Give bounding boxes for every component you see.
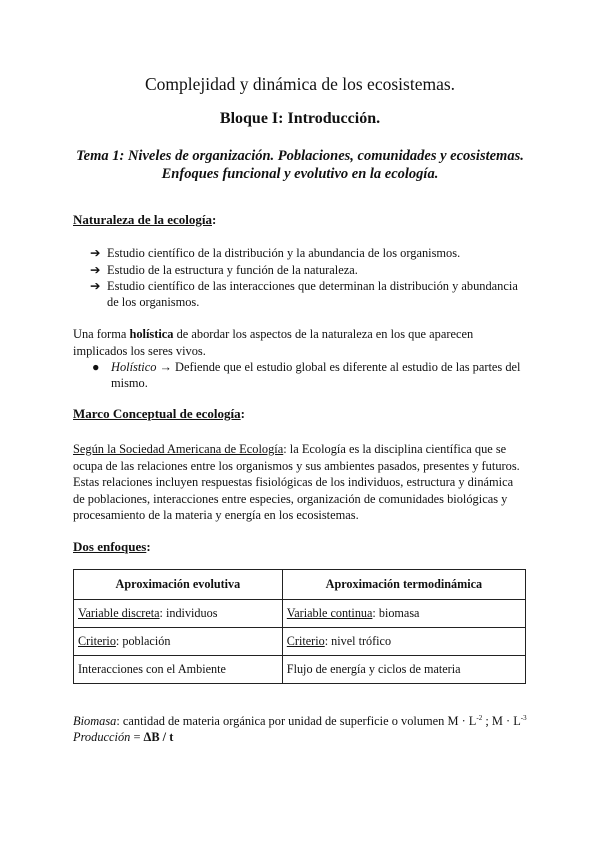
production-formula: ΔB / t [143,730,174,744]
cell-text: Flujo de energía y ciclos de materia [286,662,461,676]
section-heading-framework-text: Marco Conceptual de ecología [73,406,241,421]
production-definition [73,729,173,745]
topic-title-line-2: Enfoques funcional y evolutivo en la ecología. [161,166,439,182]
heading-colon: : [212,212,217,227]
block-title: Bloque I: Introducción. [219,110,381,127]
list-item [90,263,530,279]
holistic-pre: Una forma [73,327,130,341]
biomass-definition [73,713,527,729]
list-item-text: Estudio científico de las interacciones que determinan la distribución y abundancia de los organismos. [107,279,518,309]
cell-term: Variable discreta [78,606,160,620]
arrow-icon: ➔ [90,279,101,293]
table-row [74,656,526,684]
arrow-icon: ➔ [90,262,101,277]
table-header-row [74,570,526,600]
list-item-text: Estudio de la estructura y función de la naturaleza. [107,262,358,277]
list-item [90,279,530,310]
production-term: Producción [73,730,131,744]
table-header-evolutive: Aproximación evolutiva [74,570,283,600]
list-item [90,246,530,262]
holistic-definition: → Defiende que el estudio global es diferente al estudio de las partes del mismo. [111,360,521,390]
table-cell [282,656,525,684]
exponent: -2 [476,713,483,722]
section-heading-framework [73,406,245,422]
cell-term: Variable continua [286,606,373,620]
framework-text: : la Ecología es la disciplina científica que se ocupa de las relaciones entre los organismos y sus ambientes pasados, presentes y futuros. Estas relaciones incluyen respuestas fisiológicas de los individuos, estructura y dinámica de poblaciones, interacciones entre especies, organización de comunidades biológicas y procesamiento de la materia y energía en los ecosistemas. [73,442,520,522]
holistic-paragraph [73,326,525,359]
cell-text: Interacciones con el Ambiente [78,662,226,676]
holistic-post: de abordar los aspectos de la naturaleza en los que aparecen implicados los seres vivos. [73,327,474,358]
table-row [74,600,526,628]
table-header-thermodynamic: Aproximación termodinámica [282,570,525,600]
table-cell [74,656,283,684]
cell-term: Criterio [286,634,325,648]
section-heading-approaches [73,539,151,555]
list-item-text: Estudio científico de la distribución y la abundancia de los organismos. [107,246,461,260]
table-cell [74,600,283,628]
topic-title [0,147,600,183]
approaches-table [73,569,526,684]
document-title: Complejidad y dinámica de los ecosistemas. [144,74,456,94]
arrow-icon: ➔ [90,246,101,260]
holistic-bold: holística [129,327,174,341]
biomass-term: Biomasa [73,714,117,728]
cell-text: : individuos [159,606,218,620]
biomass-text: : cantidad de materia orgánica por unidad de superficie o volumen M · L [116,714,477,728]
topic-title-line-1: Tema 1: Niveles de organización. Poblaciones, comunidades y ecosistemas. [76,148,524,164]
biomass-unit-separator: ; M · L [482,714,521,728]
cell-text: : nivel trófico [324,634,392,648]
section-heading-nature-text: Naturaleza de la ecología [73,212,212,227]
table-cell [74,628,283,656]
bullet-icon: ● [92,360,100,374]
cell-term: Criterio [78,634,116,648]
cell-text: : biomasa [372,606,420,620]
nature-list [90,246,530,311]
cell-text: : población [115,634,171,648]
holistic-term: Holístico [111,360,157,374]
framework-source: Según la Sociedad Americana de Ecología [73,442,284,456]
section-heading-approaches-text: Dos enfoques [73,539,147,554]
holistic-bullet [92,359,543,391]
exponent: -3 [520,713,527,722]
section-heading-nature [73,212,216,228]
framework-paragraph [73,441,525,524]
heading-colon: : [146,539,151,554]
table-row [74,628,526,656]
production-equals: = [130,730,144,744]
table-cell [282,600,525,628]
table-cell [282,628,525,656]
heading-colon: : [240,406,245,421]
